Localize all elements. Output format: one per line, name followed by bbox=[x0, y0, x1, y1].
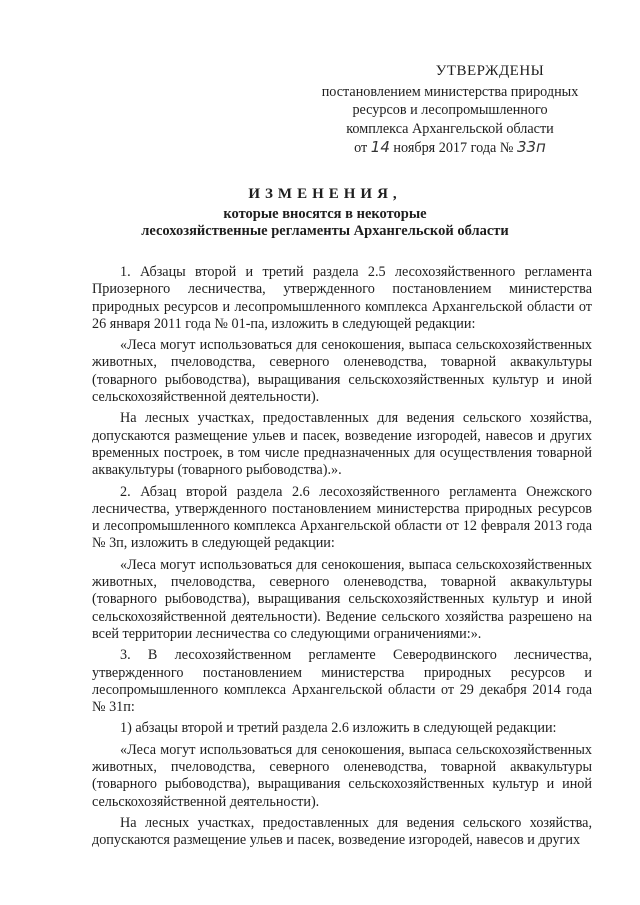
approval-date-line bbox=[300, 138, 600, 158]
document-body bbox=[92, 264, 592, 854]
title-line-2: которые вносятся в некоторые bbox=[223, 205, 427, 222]
approval-block bbox=[300, 62, 600, 158]
paragraph-6: 3. В лесохозяйственном регламенте Северодвинского лесничества, утвержденного постановлением министерства природных ресурсов и лесопромышленного комплекса Архангельской области от 29 декабря 2014 года № 31п: bbox=[92, 647, 592, 716]
document-title bbox=[60, 186, 590, 241]
approval-line-1: постановлением министерства природных bbox=[321, 83, 579, 100]
approval-line-2: ресурсов и лесопромышленного bbox=[352, 102, 548, 118]
approval-number: 33п bbox=[516, 138, 546, 156]
approval-date-prefix: от bbox=[354, 140, 368, 156]
paragraph-1: 1. Абзацы второй и третий раздела 2.5 лесохозяйственного регламента Приозерного лесничества, утвержденного постановлением министерства природных ресурсов и лесопромышленного комплекса Архангельской области от 26 января 2011 года № 01-па, изложить в следующей редакции: bbox=[92, 264, 592, 332]
title-main: ИЗМЕНЕНИЯ, bbox=[248, 186, 402, 202]
approval-date-day: 14 bbox=[370, 138, 390, 156]
paragraph-9: На лесных участках, предоставленных для ведения сельского хозяйства, допускаются размещение ульев и пасек, возведение изгородей, навесов и других bbox=[92, 814, 592, 849]
approval-line-3: комплекса Архангельской области bbox=[346, 120, 554, 137]
approval-date-rest: ноября 2017 года № bbox=[393, 140, 514, 156]
title-line-3: лесохозяйственные регламенты Архангельской области bbox=[141, 223, 509, 239]
paragraph-7: 1) абзацы второй и третий раздела 2.6 изложить в следующей редакции: bbox=[120, 720, 557, 737]
approval-heading: УТВЕРЖДЕНЫ bbox=[435, 63, 545, 79]
paragraph-4: 2. Абзац второй раздела 2.6 лесохозяйственного регламента Онежского лесничества, утвержденного постановлением министерства природных ресурсов и лесопромышленного комплекса Архангельской области от 12 февраля 2013 года № 3п, изложить в следующей редакции: bbox=[92, 483, 592, 552]
paragraph-3: На лесных участках, предоставленных для ведения сельского хозяйства, допускаются размещение ульев и пасек, возведение изгородей, навесов и других временных построек, в том числе предназначенных для осуществления товарной аквакультуры (товарного рыбоводства).». bbox=[92, 410, 592, 479]
paragraph-8: «Леса могут использоваться для сенокошения, выпаса сельскохозяйственных животных, пчеловодства, северного оленеводства, товарной аквакультуры (товарного рыбоводства), выращивания сельскохозяйственных культур и иной сельскохозяйственной деятельности). bbox=[92, 741, 592, 810]
paragraph-2: «Леса могут использоваться для сенокошения, выпаса сельскохозяйственных животных, пчеловодства, северного оленеводства, товарной аквакультуры (товарного рыбоводства), выращивания сельскохозяйственных культур и иной сельскохозяйственной деятельности). bbox=[92, 337, 592, 406]
paragraph-5: «Леса могут использоваться для сенокошения, выпаса сельскохозяйственных животных, пчеловодства, северного оленеводства, товарной аквакультуры (товарного рыбоводства), выращивания сельскохозяйственных культур и иной сельскохозяйственной деятельности). Ведение сельского хозяйства разрешено на всей территории лесничества со следующими ограничениями:». bbox=[92, 556, 592, 642]
